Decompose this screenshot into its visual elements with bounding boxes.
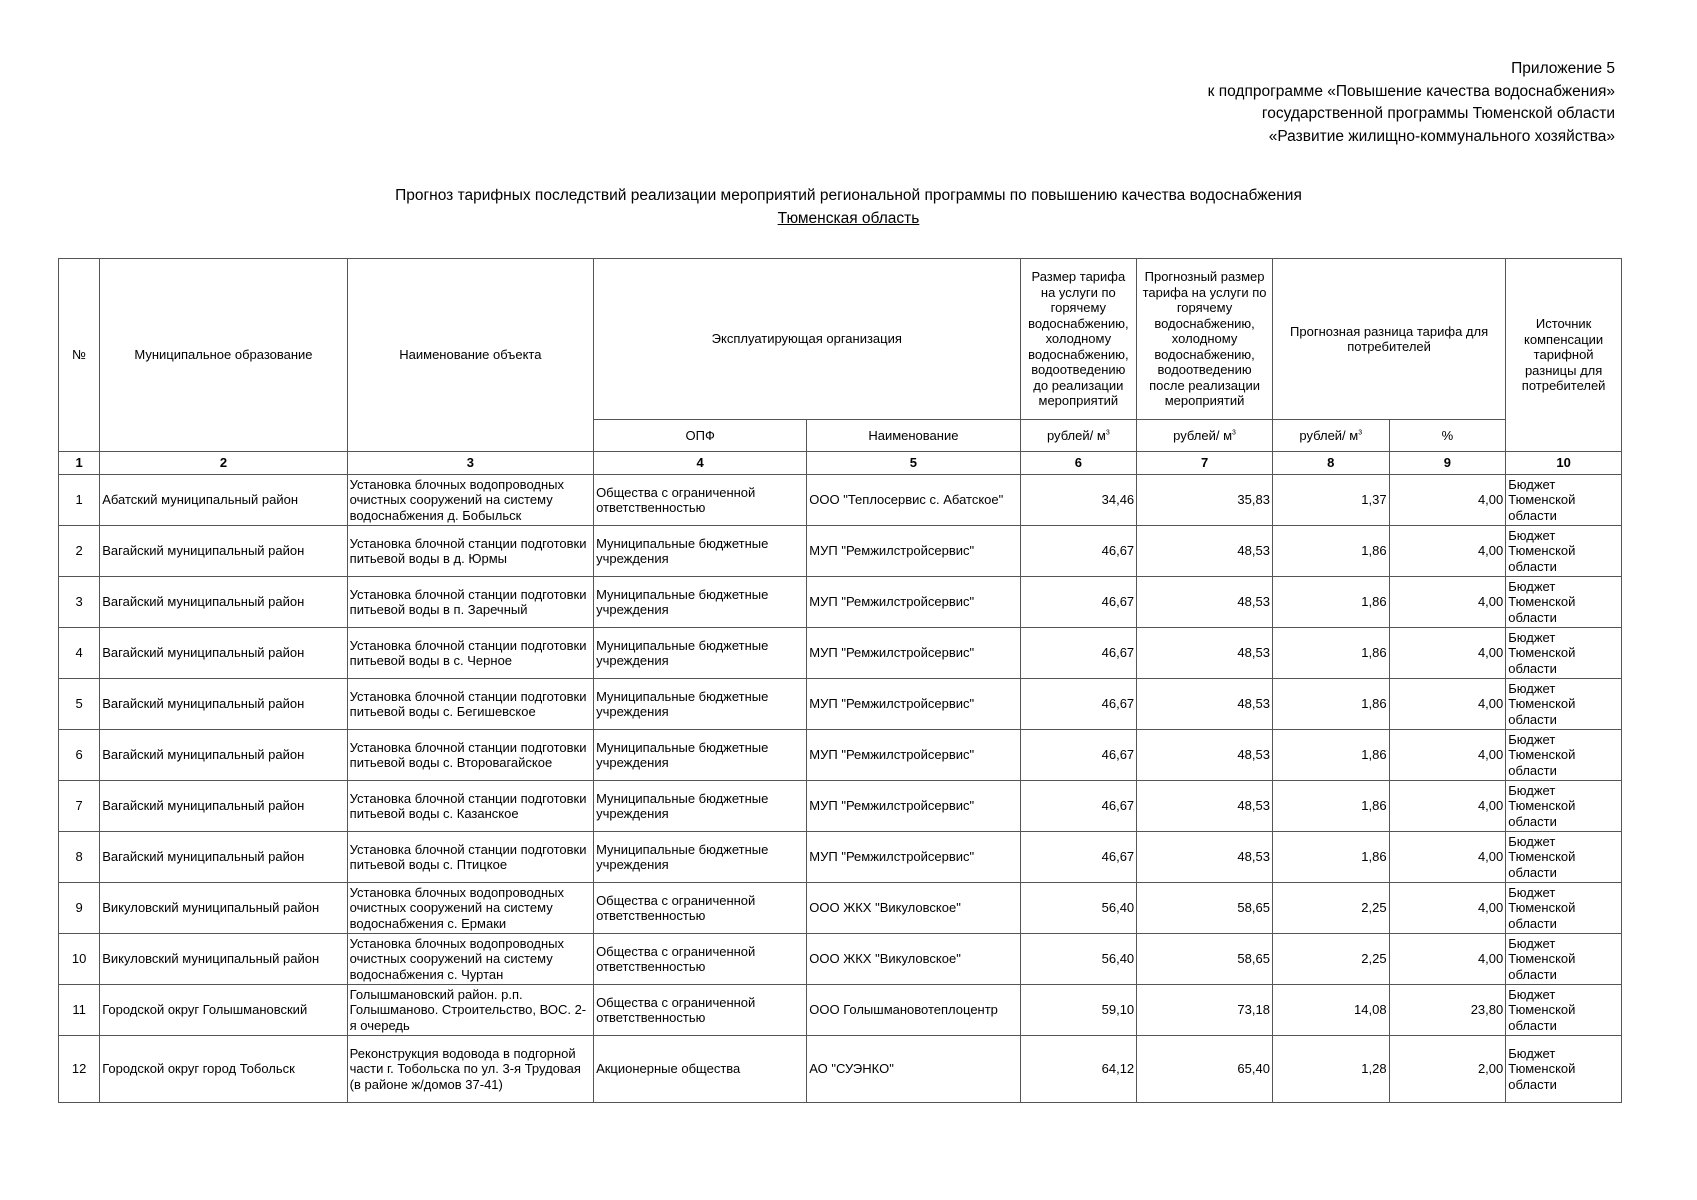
row-diff-pct: 4,00 [1389,781,1506,832]
row-org-name: АО "СУЭНКО" [807,1036,1020,1103]
row-org-name: МУП "Ремжилстройсервис" [807,526,1020,577]
row-source: Бюджет Тюменской области [1506,475,1622,526]
row-municipality: Вагайский муниципальный район [100,781,347,832]
row-diff-rub: 1,86 [1272,526,1389,577]
row-source: Бюджет Тюменской области [1506,934,1622,985]
header-unit-after [1137,420,1273,452]
row-diff-rub: 2,25 [1272,934,1389,985]
unit-label: рублей/ м [1173,427,1233,443]
row-diff-pct: 4,00 [1389,679,1506,730]
row-source: Бюджет Тюменской области [1506,577,1622,628]
column-number: 4 [594,452,807,475]
row-diff-rub: 1,86 [1272,628,1389,679]
row-object: Голышмановский район. р.п. Голышманово. Строительство, ВОС. 2-я очередь [347,985,593,1036]
unit-label: рублей/ м [1299,427,1359,443]
row-opf: Муниципальные бюджетные учреждения [594,577,807,628]
row-number: 7 [59,781,100,832]
row-municipality: Викуловский муниципальный район [100,883,347,934]
page-title: Прогноз тарифных последствий реализации мероприятий региональной программы по повышению качества водоснабжения [395,187,1302,204]
row-tariff-before: 46,67 [1020,526,1137,577]
row-diff-rub: 14,08 [1272,985,1389,1036]
unit-superscript: 3 [1232,429,1236,437]
row-opf: Общества с ограниченной ответственностью [594,475,807,526]
table-row [59,475,1622,526]
row-org-name: МУП "Ремжилстройсервис" [807,679,1020,730]
region-subtitle [0,208,1697,230]
row-tariff-after: 58,65 [1137,883,1273,934]
table-body [59,475,1622,1103]
row-org-name: МУП "Ремжилстройсервис" [807,577,1020,628]
column-number: 2 [100,452,347,475]
header-unit-diff [1272,420,1389,452]
column-number: 8 [1272,452,1389,475]
row-source: Бюджет Тюменской области [1506,730,1622,781]
table-row [59,526,1622,577]
row-municipality: Абатский муниципальный район [100,475,347,526]
appendix-line: «Развитие жилищно-коммунального хозяйства» [1268,127,1615,145]
row-diff-rub: 2,25 [1272,883,1389,934]
row-diff-pct: 4,00 [1389,628,1506,679]
row-tariff-after: 48,53 [1137,628,1273,679]
row-object: Установка блочной станции подготовки питьевой воды с. Птицкое [347,832,593,883]
row-opf: Общества с ограниченной ответственностью [594,883,807,934]
row-source: Бюджет Тюменской области [1506,1036,1622,1103]
column-number: 5 [807,452,1020,475]
column-number: 9 [1389,452,1506,475]
row-diff-pct: 4,00 [1389,883,1506,934]
row-tariff-after: 73,18 [1137,985,1273,1036]
header-tariff-after: Прогнозный размер тарифа на услуги по горячему водоснабжению, холодному водоснабжению, водоотведению после реализации мероприятий [1137,259,1273,420]
row-tariff-before: 56,40 [1020,934,1137,985]
row-object: Установка блочной станции подготовки питьевой воды в д. Юрмы [347,526,593,577]
row-tariff-before: 34,46 [1020,475,1137,526]
row-opf: Акционерные общества [594,1036,807,1103]
header-unit-pct: % [1389,420,1506,452]
row-object: Установка блочных водопроводных очистных сооружений на систему водоснабжения д. Бобыльск [347,475,593,526]
row-opf: Муниципальные бюджетные учреждения [594,526,807,577]
row-tariff-after: 48,53 [1137,730,1273,781]
row-municipality: Вагайский муниципальный район [100,628,347,679]
row-source: Бюджет Тюменской области [1506,679,1622,730]
column-number: 1 [59,452,100,475]
row-tariff-after: 48,53 [1137,679,1273,730]
column-number: 10 [1506,452,1622,475]
row-object: Установка блочной станции подготовки питьевой воды в п. Заречный [347,577,593,628]
row-number: 1 [59,475,100,526]
row-org-name: МУП "Ремжилстройсервис" [807,781,1020,832]
row-opf: Муниципальные бюджетные учреждения [594,730,807,781]
header-operator: Эксплуатирующая организация [594,259,1020,420]
row-opf: Общества с ограниченной ответственностью [594,934,807,985]
row-number: 4 [59,628,100,679]
header-unit-before [1020,420,1137,452]
header-org-name: Наименование [807,420,1020,452]
table-row [59,985,1622,1036]
row-tariff-before: 56,40 [1020,883,1137,934]
row-diff-pct: 4,00 [1389,577,1506,628]
row-municipality: Вагайский муниципальный район [100,730,347,781]
table-row [59,934,1622,985]
row-source: Бюджет Тюменской области [1506,526,1622,577]
row-object: Установка блочной станции подготовки питьевой воды с. Бегишевское [347,679,593,730]
row-org-name: ООО ЖКХ "Викуловское" [807,883,1020,934]
header-object: Наименование объекта [347,259,593,452]
table-row [59,679,1622,730]
table-row [59,577,1622,628]
header-source: Источник компенсации тарифной разницы для потребителей [1506,259,1622,452]
column-number: 7 [1137,452,1273,475]
row-opf: Муниципальные бюджетные учреждения [594,679,807,730]
row-source: Бюджет Тюменской области [1506,781,1622,832]
region-name: Тюменская область [777,210,920,227]
row-number: 10 [59,934,100,985]
row-tariff-before: 46,67 [1020,730,1137,781]
appendix-line: к подпрограмме «Повышение качества водоснабжения» [1207,82,1615,100]
row-tariff-after: 35,83 [1137,475,1273,526]
row-org-name: МУП "Ремжилстройсервис" [807,628,1020,679]
row-number: 3 [59,577,100,628]
row-object: Установка блочной станции подготовки питьевой воды с. Казанское [347,781,593,832]
row-municipality: Городской округ город Тобольск [100,1036,347,1103]
row-municipality: Вагайский муниципальный район [100,577,347,628]
row-org-name: ООО "Теплосервис с. Абатское" [807,475,1020,526]
unit-label: рублей/ м [1046,427,1106,443]
row-diff-rub: 1,86 [1272,832,1389,883]
row-tariff-before: 46,67 [1020,679,1137,730]
row-org-name: МУП "Ремжилстройсервис" [807,730,1020,781]
tariff-table [58,258,1622,1103]
appendix-line: Приложение 5 [1511,60,1615,77]
row-object: Установка блочной станции подготовки питьевой воды в с. Черное [347,628,593,679]
row-municipality: Вагайский муниципальный район [100,526,347,577]
row-source: Бюджет Тюменской области [1506,628,1622,679]
row-municipality: Городской округ Голышмановский [100,985,347,1036]
header-difference: Прогнозная разница тарифа для потребителей [1272,259,1505,420]
row-number: 9 [59,883,100,934]
row-tariff-after: 65,40 [1137,1036,1273,1103]
row-org-name: МУП "Ремжилстройсервис" [807,832,1020,883]
row-number: 11 [59,985,100,1036]
row-opf: Муниципальные бюджетные учреждения [594,628,807,679]
row-number: 6 [59,730,100,781]
row-diff-pct: 2,00 [1389,1036,1506,1103]
row-opf: Общества с ограниченной ответственностью [594,985,807,1036]
row-opf: Муниципальные бюджетные учреждения [594,781,807,832]
row-org-name: ООО Голышмановотеплоцентр [807,985,1020,1036]
row-tariff-before: 59,10 [1020,985,1137,1036]
row-diff-rub: 1,86 [1272,781,1389,832]
row-number: 12 [59,1036,100,1103]
header-num: № [59,259,100,452]
table-row [59,781,1622,832]
row-number: 8 [59,832,100,883]
appendix-block [915,58,1615,148]
column-number-row [59,452,1622,475]
row-number: 2 [59,526,100,577]
header-tariff-before: Размер тарифа на услуги по горячему водоснабжению, холодному водоснабжению, водоотведению до реализации мероприятий [1020,259,1137,420]
column-number: 6 [1020,452,1137,475]
column-number: 3 [347,452,593,475]
row-diff-pct: 4,00 [1389,934,1506,985]
table-row [59,832,1622,883]
row-diff-pct: 4,00 [1389,730,1506,781]
row-org-name: ООО ЖКХ "Викуловское" [807,934,1020,985]
row-tariff-before: 46,67 [1020,832,1137,883]
row-diff-pct: 4,00 [1389,475,1506,526]
row-tariff-before: 46,67 [1020,577,1137,628]
row-source: Бюджет Тюменской области [1506,883,1622,934]
row-source: Бюджет Тюменской области [1506,832,1622,883]
row-object: Установка блочных водопроводных очистных сооружений на систему водоснабжения с. Чуртан [347,934,593,985]
row-diff-rub: 1,86 [1272,730,1389,781]
row-number: 5 [59,679,100,730]
row-diff-rub: 1,86 [1272,679,1389,730]
table-row [59,730,1622,781]
row-municipality: Викуловский муниципальный район [100,934,347,985]
row-tariff-after: 48,53 [1137,832,1273,883]
row-tariff-before: 46,67 [1020,781,1137,832]
row-tariff-after: 58,65 [1137,934,1273,985]
row-source: Бюджет Тюменской области [1506,985,1622,1036]
row-diff-pct: 4,00 [1389,832,1506,883]
unit-superscript: 3 [1358,429,1363,437]
row-diff-pct: 4,00 [1389,526,1506,577]
row-tariff-before: 46,67 [1020,628,1137,679]
header-opf: ОПФ [594,420,807,452]
row-tariff-after: 48,53 [1137,577,1273,628]
table-row [59,628,1622,679]
row-diff-rub: 1,28 [1272,1036,1389,1103]
row-diff-rub: 1,37 [1272,475,1389,526]
row-object: Реконструкция водовода в подгорной части г. Тобольска по ул. 3-я Трудовая (в районе ж/домов 37-41) [347,1036,593,1103]
row-municipality: Вагайский муниципальный район [100,832,347,883]
row-municipality: Вагайский муниципальный район [100,679,347,730]
row-object: Установка блочной станции подготовки питьевой воды с. Второвагайское [347,730,593,781]
row-diff-rub: 1,86 [1272,577,1389,628]
row-object: Установка блочных водопроводных очистных сооружений на систему водоснабжения с. Ермаки [347,883,593,934]
unit-superscript: 3 [1105,429,1110,437]
row-tariff-after: 48,53 [1137,526,1273,577]
appendix-line: государственной программы Тюменской области [1261,105,1615,122]
row-opf: Муниципальные бюджетные учреждения [594,832,807,883]
table-row [59,883,1622,934]
header-municipality: Муниципальное образование [100,259,347,452]
row-tariff-before: 64,12 [1020,1036,1137,1103]
row-tariff-after: 48,53 [1137,781,1273,832]
table-row [59,1036,1622,1103]
row-diff-pct: 23,80 [1389,985,1506,1036]
